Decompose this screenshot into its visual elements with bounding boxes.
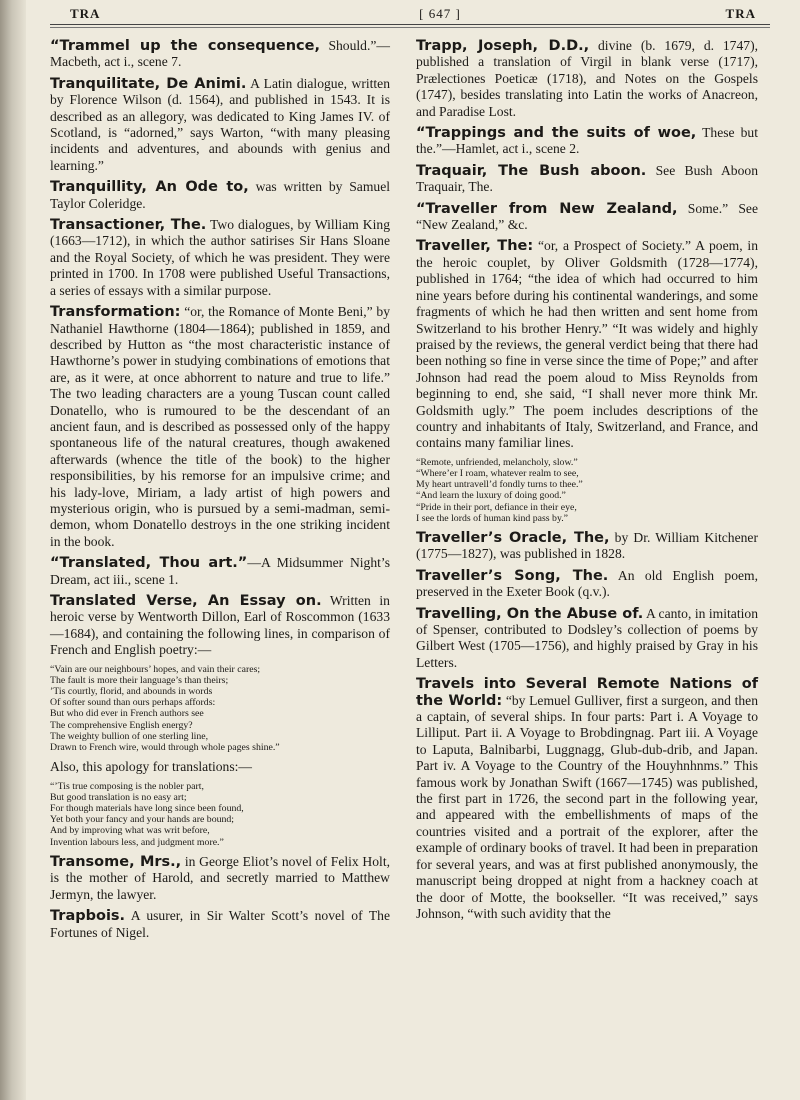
entry-text: Also, this apology for translations:— bbox=[50, 759, 253, 775]
verse-line: My heart untravell’d fondly turns to thee.” bbox=[416, 479, 583, 491]
entry-headword: Travels into Several Remote Nations of the World: bbox=[416, 676, 758, 709]
entry-headword: Transome, Mrs., bbox=[50, 853, 182, 870]
entry-text: in George Eliot’s novel of Felix Holt, is the mother of Harold, and secretly married to Matthew Jermyn, the lawyer. bbox=[50, 853, 390, 902]
left-column bbox=[50, 38, 390, 946]
entry-headword: Tranquilitate, De Animi. bbox=[50, 75, 247, 92]
entry-headword: “Trappings and the suits of woe, bbox=[416, 125, 697, 142]
dictionary-entry bbox=[416, 238, 758, 451]
verse-line: The weighty bullion of one sterling line, bbox=[50, 730, 209, 742]
verse-line: “Pride in their port, defiance in their eye, bbox=[416, 501, 577, 513]
verse-line: “And learn the luxury of doing good.” bbox=[416, 490, 566, 502]
entry-headword: Travelling, On the Abuse of. bbox=[416, 605, 644, 622]
dictionary-entry bbox=[50, 38, 390, 71]
entry-headword: Translated Verse, An Essay on. bbox=[50, 593, 322, 609]
verse-line: I see the lords of human kind pass by.” bbox=[416, 512, 568, 524]
verse-line: The fault is more their language’s than theirs; bbox=[50, 674, 229, 686]
entry-text: Written in heroic verse by Wentworth Dillon, Earl of Roscommon (1633—1684), and containing the following lines, in comparison of French and English poetry:— bbox=[50, 593, 390, 658]
dictionary-entry bbox=[50, 854, 390, 903]
entry-text: Some.” See “New Zealand,” &c. bbox=[416, 200, 758, 233]
dictionary-entry bbox=[50, 759, 390, 775]
entry-text: “by Lemuel Gulliver, first a surgeon, and then a captain, of several ships. In four parts: Part i. A Voyage to Lilliput. Part ii. A Voyage to Brobdingnag. Part iii. A Voyage to Laputa, Balnibarbi, Luggnagg, Glub-dub-drib, and Japan. Part iv. A Voyage to the Country of the Houyhnhnms.” This famous work by Jonathan Swift (1667—1745) was published, the first part in 1726, the second part in the following year, and appeared with the embellishments of maps of the countries visited and a portrait of the explorer, after the example of ordinary books of travel. It had been in preparation for several years, and was at first published anonymously, the manuscript being dropped at night from a hackney coach at the door of Motte, the bookseller. “It was received,” says Johnson, “with such avidity that the bbox=[416, 692, 758, 921]
header-rule bbox=[50, 24, 770, 25]
dictionary-entry bbox=[416, 676, 758, 922]
dictionary-entry bbox=[50, 179, 390, 212]
dictionary-entry bbox=[416, 201, 758, 234]
entry-text: An old English poem, preserved in the Exeter Book (q.v.). bbox=[416, 567, 759, 600]
dictionary-entry bbox=[50, 555, 390, 588]
dictionary-entry bbox=[50, 304, 390, 550]
verse-line: Of softer sound than ours perhaps affords: bbox=[50, 697, 216, 709]
verse-line: “Vain are our neighbours’ hopes, and vain their cares; bbox=[50, 663, 261, 675]
entry-text: Should.”—Macbeth, act i., scene 7. bbox=[50, 38, 390, 70]
page-number: [ 647 ] bbox=[419, 6, 461, 21]
entry-headword: Trapp, Joseph, D.D., bbox=[416, 38, 590, 54]
header-rule-secondary bbox=[50, 27, 770, 28]
entry-text: by Dr. William Kitchener (1775—1827), was published in 1828. bbox=[416, 529, 758, 562]
entry-headword: “Trammel up the consequence, bbox=[50, 38, 320, 54]
entry-headword: “Translated, Thou art.” bbox=[50, 555, 248, 572]
entry-headword: Traquair, The Bush aboon. bbox=[416, 162, 647, 179]
entry-text: “or, a Prospect of Society.” A poem, in the heroic couplet, by Oliver Goldsmith (1728—1774), published in 1764; “the idea of which had occurred to him nine years before during his continental wanderings, and some fragments of which he had then written and sent home from Switzerland to his brother Henry.” “It was widely and highly praised by the reviews, the general verdict being that there had been nothing so fine in verse since the time of Pope;” and after Johnson had read the poem aloud to Miss Reynolds from beginning to end, she said, “I shall never more think Mr. Goldsmith ugly.” The poem includes descriptions of the country and inhabitants of Italy, Switzerland, and France, and contains many familiar lines. bbox=[416, 238, 759, 451]
entry-text: A canto, in imitation of Spenser, contributed to Dodsley’s collection of poems by Gilbert West (1705—1756), and highly praised by Gray in his Letters. bbox=[416, 605, 758, 670]
verse-line: But good translation is no easy art; bbox=[50, 791, 187, 803]
entry-text: “or, the Romance of Monte Beni,” by Nathaniel Hawthorne (1804—1864); published in 1859, and described by Hutton as “the most characteristic instance of Hawthorne’s power in studying combinations of emotions that are, as it were, at once abhorrent to nature and true to life.” The two leading characters are a young Tuscan count called Donatello, who is rumoured to be the descendant of an ancient faun, and is described as possessed only of the happy spontaneous life of the natural creatures, though awakened afterwards (whence the title of the book) to the higher responsibilities, by his remorse for an impulsive crime; and his lady-love, Miriam, a lady artist of high powers and mysterious origin, who is pursued by a semi-madman, semi-demon, whom Donatello destroys in the one striking incident in the book. bbox=[50, 304, 390, 549]
dictionary-entry bbox=[416, 530, 758, 563]
entry-headword: Trapbois. bbox=[50, 908, 126, 925]
verse-line: ’Tis courtly, florid, and abounds in words bbox=[50, 686, 213, 698]
dictionary-entry bbox=[416, 568, 758, 601]
dictionary-entry bbox=[416, 163, 758, 196]
verse-line: “Remote, unfriended, melancholy, slow.” bbox=[416, 456, 578, 468]
entry-text: Two dialogues, by William King (1663—1712), in which the author satirises Sir Hans Sloane and the Royal Society, of which he was president. They were printed in 1700. In 1708 were published Useful Transactions, a series of essays with a similar purpose. bbox=[50, 217, 390, 298]
verse-quotation bbox=[50, 781, 390, 848]
entry-text: divine (b. 1679, d. 1747), published a translation of Virgil in blank verse (1717), Prælectiones Poeticæ (1718), and Notes on the Gospels (1747), besides translating into Latin the works of Anacreon, and Paradise Lost. bbox=[416, 38, 758, 119]
entry-text: —A Midsummer Night’s Dream, act iii., scene 1. bbox=[50, 555, 390, 587]
dictionary-entry bbox=[50, 76, 390, 174]
verse-line: “’Tis true composing is the nobler part, bbox=[50, 780, 204, 792]
verse-line: And by improving what was writ before, bbox=[50, 825, 210, 837]
verse-line: Invention labours less, and judgment more.” bbox=[50, 836, 224, 848]
entry-text: See Bush Aboon Traquair, The. bbox=[416, 162, 758, 195]
entry-headword: Traveller’s Song, The. bbox=[416, 567, 609, 584]
header-left-guideword: TRA bbox=[70, 6, 101, 21]
verse-line: But who did ever in French authors see bbox=[50, 708, 204, 720]
verse-line: The comprehensive English energy? bbox=[50, 719, 193, 731]
running-header bbox=[40, 6, 780, 32]
entry-headword: Tranquillity, An Ode to, bbox=[50, 179, 249, 196]
entry-text: These but the.”—Hamlet, act i., scene 2. bbox=[416, 125, 758, 157]
verse-line: For though materials have long since been found, bbox=[50, 803, 244, 815]
verse-line: Yet both your fancy and your hands are bound; bbox=[50, 814, 235, 826]
header-right-guideword: TRA bbox=[725, 6, 756, 21]
verse-quotation bbox=[50, 664, 390, 754]
entry-headword: Transformation: bbox=[50, 304, 181, 321]
entry-headword: Traveller, The: bbox=[416, 238, 534, 255]
dictionary-entry bbox=[416, 38, 758, 120]
dictionary-entry bbox=[50, 217, 390, 299]
dictionary-entry bbox=[416, 606, 758, 672]
entry-text: A Latin dialogue, written by Florence Wilson (d. 1564), and published in 1543. It is described as an allegory, was dedicated to King James IV. of Scotland, is “adorned,” says Warton, “with many pleasing incidents and adventures, and abounds with genius and learning.” bbox=[50, 75, 391, 173]
page-binding-shadow bbox=[0, 0, 26, 1100]
dictionary-entry bbox=[416, 125, 758, 158]
entry-headword: Traveller’s Oracle, The, bbox=[416, 529, 610, 546]
verse-line: “Where’er I roam, whatever realm to see, bbox=[416, 467, 579, 479]
entry-text: was written by Samuel Taylor Coleridge. bbox=[50, 179, 390, 211]
right-column bbox=[416, 38, 758, 927]
verse-quotation bbox=[416, 457, 758, 524]
entry-headword: Transactioner, The. bbox=[50, 217, 207, 234]
dictionary-entry bbox=[50, 908, 390, 941]
dictionary-entry bbox=[50, 593, 390, 659]
verse-line: Drawn to French wire, would through whole pages shine.” bbox=[50, 742, 280, 754]
entry-text: A usurer, in Sir Walter Scott’s novel of The Fortunes of Nigel. bbox=[50, 908, 390, 940]
entry-headword: “Traveller from New Zealand, bbox=[416, 200, 678, 217]
